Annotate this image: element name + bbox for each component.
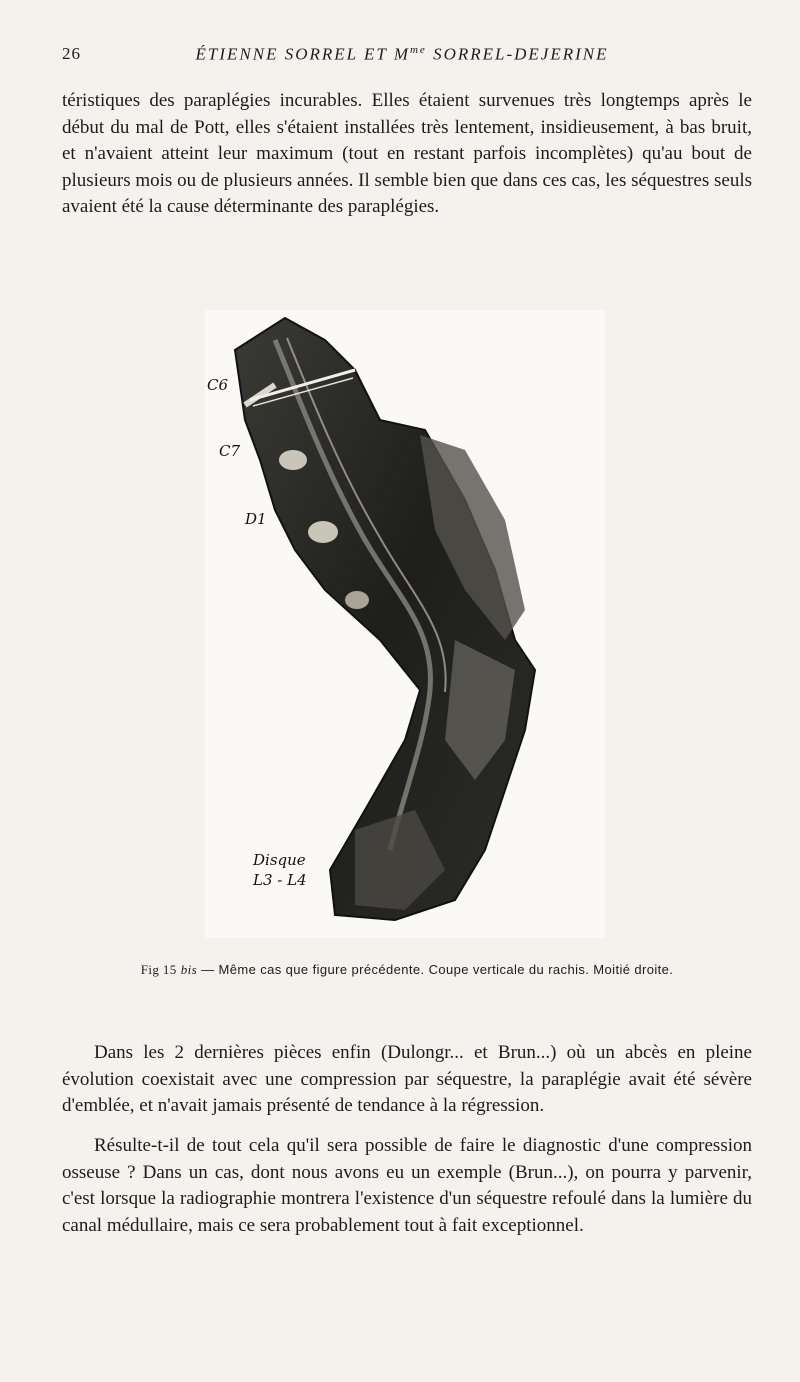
page-number: 26: [62, 44, 81, 63]
caption-fig-number: Fig 15: [140, 962, 177, 977]
spine-photograph: [205, 310, 605, 938]
running-title-main: ÉTIENNE SORREL ET M: [195, 44, 410, 64]
running-title-end: SORREL-DEJERINE: [426, 44, 609, 64]
label-disque-line1: Disque: [253, 851, 306, 869]
caption-text: — Même cas que figure précédente. Coupe verticale du rachis. Moitié droite.: [197, 962, 674, 977]
paragraph-3: Résulte-t-il de tout cela qu'il sera possible de faire le diagnostic d'une compression osseuse ? Dans un cas, dont nous avons eu un exemple (Brun...), on pourra y parvenir, c'est lorsque la radiographie montrera l'existence d'un séquestre refoulé dans la lumière du canal médullaire, mais ce sera probablement tout à fait exceptionnel.: [62, 1135, 752, 1236]
label-d1: D1: [245, 510, 267, 528]
spine-section-illustration: [205, 310, 605, 938]
label-disque-line2: L3 - L4: [253, 871, 307, 889]
caption-fig-suffix: bis: [180, 962, 198, 977]
paragraph-2: Dans les 2 dernières pièces enfin (Dulongr... et Brun...) où un abcès en pleine évolution coexistait avec une compression par séquestre, la paraplégie avait été sévère d'emblée, et n'avait jamais présenté de tendance à la régression.: [62, 1042, 752, 1117]
label-c6: C6: [207, 376, 229, 394]
running-title-sup: me: [409, 44, 427, 56]
page-header: [62, 44, 742, 70]
paragraph-1: téristiques des paraplégies incurables. Elles étaient survenues très longtemps après le début du mal de Pott, elles s'étaient installées très lentement, insidieusement, à bas bruit, et n'avaient atteint leur maximum (tout en restant parfois incomplètes) qu'au bout de plusieurs mois ou de plusieurs années. Il semble bien que dans ces cas, les séquestres seuls avaient été la cause déterminante des paraplégies.: [62, 90, 752, 218]
figure-caption: [62, 962, 752, 978]
running-title: [62, 44, 742, 65]
label-c7: C7: [219, 442, 241, 460]
label-disque: [253, 850, 307, 890]
